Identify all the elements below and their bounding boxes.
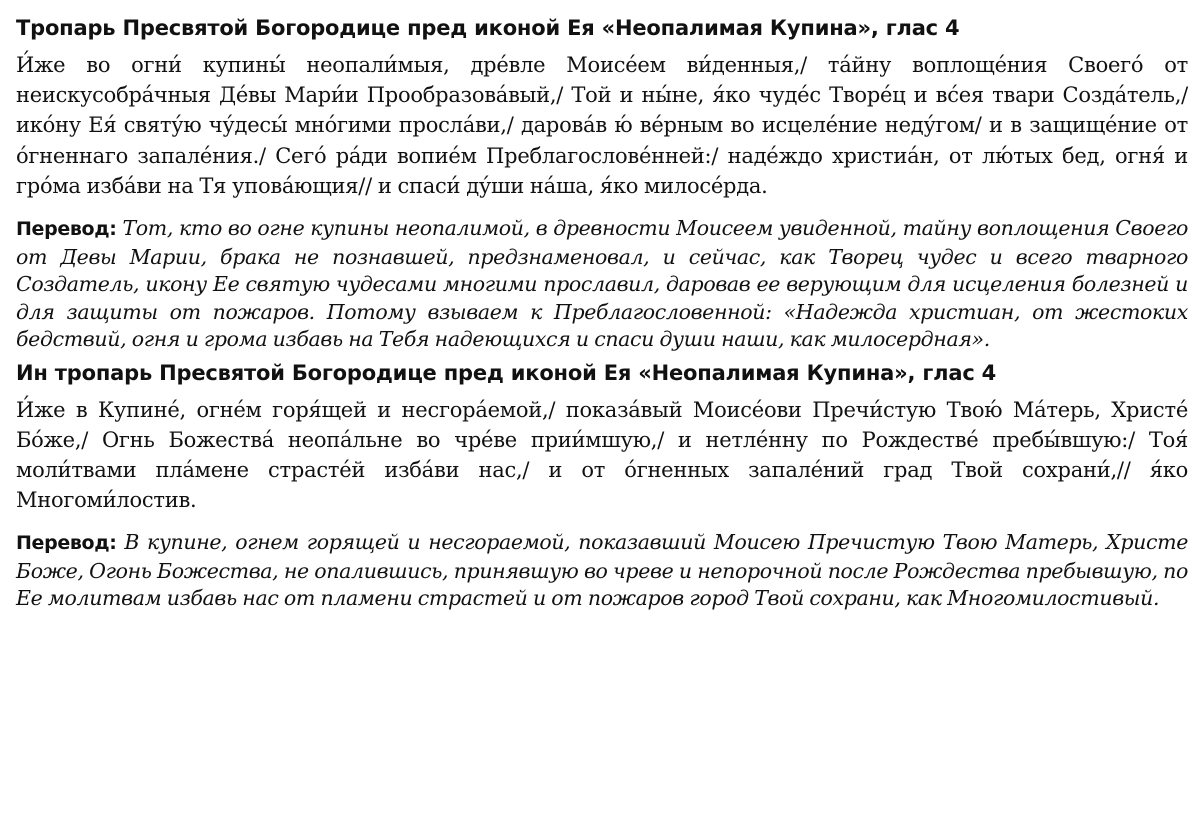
translation-label: Перевод: xyxy=(16,218,117,241)
translation-text: Тот, кто во огне купины неопалимой, в древности Моисеем увиденной, тайну воплощения Своего от Девы Марии, брака не познавшей, предзнаменовал, и сейчас, как Творец чудес и всего тварного Создатель, икону Ее святую чудесами многими прославил, даровав ее верующим для исцеления болезней и для защиты от пожаров. Потому взываем к Преблагословенной: «Надежда христиан, от жестоких бедствий, огня и грома избавь на Тебя надеющихся и спаси души наши, как милосердная». xyxy=(16,216,1188,352)
document-page xyxy=(16,10,1188,613)
second-troparion-text: И́же в Купине́, огне́м горя́щей и несгора́емой,/ показа́вый Моисе́ови Пречи́стую Твою́ Ма́терь, Христе́ Бо́же,/ Огнь Божества́ неопа́льне во чре́ве прии́мшую,/ и нетле́нну по Рождестве́ пребы́вшую:/ Тоя́ моли́твами пла́мене страсте́й изба́ви нас,/ и от о́гненных запале́ний град Твой сохрани́,// я́ко Многоми́лостив. xyxy=(16,397,1188,513)
troparion-translation xyxy=(16,215,1188,354)
second-translation-text: В купине, огнем горящей и несгораемой, показавший Моисею Пречистую Твою Матерь, Христе Боже, Огонь Божества, не опалившись, принявшую во чреве и непорочной после Рождества пребывшую, по Ее молитвам избавь нас от пламени страстей и от пожаров город Твой сохрани, как Многомилостивый. xyxy=(16,530,1189,611)
second-translation-label: Перевод: xyxy=(16,532,117,555)
troparion-text: И́же во огни́ купины́ неопали́мыя, дре́вле Моисе́ем ви́денныя,/ та́йну воплоще́ния Своего́ от неискусобра́чныя Де́вы Мари́и Прообразова́вый,/ Той и ны́не, я́ко чуде́с Творе́ц и вс́ея твари Созда́тель,/ ико́ну Ея́ святу́ю чу́десы́ мно́гими просла́ви,/ дарова́в ю́ ве́рным во исцеле́ние неду́гом/ и в защище́ние от о́гненнаго запале́ния./ Сего́ ра́ди вопие́м Преблагослове́нней:/ наде́ждо христиа́н, от лю́тых бед, огня́ и гро́ма изба́ви на Тя упова́ющия// и спаси́ ду́ши на́ша, я́ко милосе́рда. xyxy=(16,53,1188,198)
troparion-title: Тропарь Пресвятой Богородице пред иконой Ея «Неопалимая Купина», глас 4 xyxy=(16,16,960,40)
second-troparion-title: Ин тропарь Пресвятой Богородице пред иконой Ея «Неопалимая Купина», глас 4 xyxy=(16,360,997,385)
second-troparion-translation xyxy=(16,529,1188,613)
